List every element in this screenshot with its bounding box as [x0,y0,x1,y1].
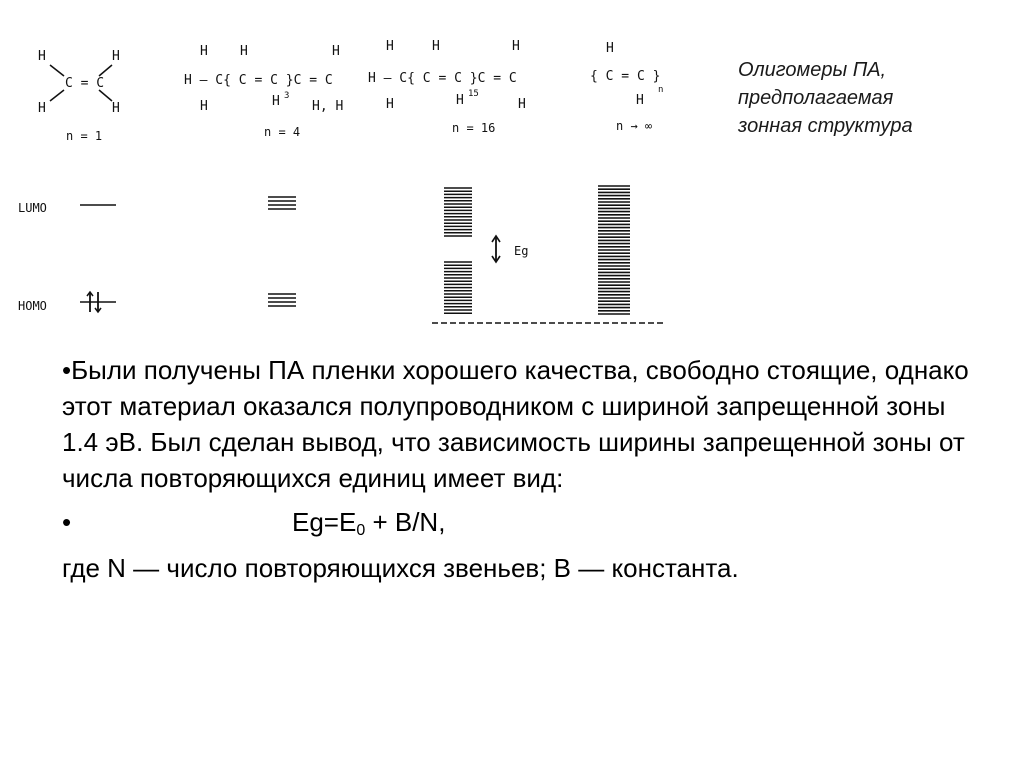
svg-text:H: H [518,97,526,112]
caption-line-3: зонная структура [738,115,913,137]
band-n16 [444,188,472,313]
band-gap-formula [292,504,445,549]
svg-text:H, H: H, H [312,99,344,114]
lumo-label: LUMO [18,201,47,215]
svg-text:C = C: C = C [65,76,105,91]
n-label-infinity: n → ∞ [616,119,653,133]
svg-text:H: H [456,93,464,108]
oligomer-band-figure [0,0,700,340]
gap-label: Eg [514,244,529,258]
svg-text:H – C{ C = C }C = C: H – C{ C = C }C = C [368,71,517,86]
band-infinite [598,186,630,314]
caption-line-2: предполагаемая [738,87,894,109]
svg-text:H: H [112,49,120,64]
svg-text:{ C = C }: { C = C } [590,69,661,84]
molecule-n-infinity [590,41,663,133]
svg-text:H: H [200,44,208,59]
n-label-4: n = 4 [264,125,301,139]
svg-text:H: H [386,39,394,54]
gap-arrow [492,236,500,262]
svg-text:H: H [512,39,520,54]
homo-level-with-electrons [80,292,116,312]
homo-label: HOMO [18,299,47,313]
svg-text:H: H [636,93,644,108]
subscript-n16: 15 [468,89,479,99]
caption-line-1: Олигомеры ПА, [738,59,887,81]
svg-text:H: H [38,101,46,116]
svg-text:H: H [38,49,46,64]
formula-part-a: Eg=E [292,507,357,537]
bullet-dot: • [62,507,72,537]
svg-text:H: H [432,39,440,54]
definition-line: где N — число повторяющихся звеньев; B — константа. [62,553,739,583]
svg-text:H: H [606,41,614,56]
figure-caption [738,56,1008,140]
formula-line [62,504,982,540]
subscript-n-inf: n [658,85,664,95]
svg-text:H: H [272,94,280,109]
svg-text:H: H [386,97,394,112]
subscript-n4: 3 [284,91,290,101]
slide-body [62,352,982,586]
n-label-16: n = 16 [452,121,496,135]
band-n4 [268,197,296,306]
molecule-ethylene [38,49,120,143]
molecule-n16 [368,39,526,135]
formula-subscript: 0 [356,522,366,539]
svg-text:H – C{ C = C }C = C: H – C{ C = C }C = C [184,73,333,88]
formula-part-b: + B/N, [365,507,446,537]
svg-text:H: H [332,44,340,59]
svg-text:H: H [112,101,120,116]
bullet-paragraph: •Были получены ПА пленки хорошего качества, свободно стоящие, однако этот материал оказался полупроводником с шириной запрещенной зоны 1.4 эВ. Был сделан вывод, что зависимость ширины запрещенной зоны от числа повторяющихся единиц имеет вид: [62,355,969,493]
molecule-n4 [184,44,343,139]
svg-text:H: H [200,99,208,114]
svg-text:H: H [240,44,248,59]
n-label-1: n = 1 [66,129,103,143]
